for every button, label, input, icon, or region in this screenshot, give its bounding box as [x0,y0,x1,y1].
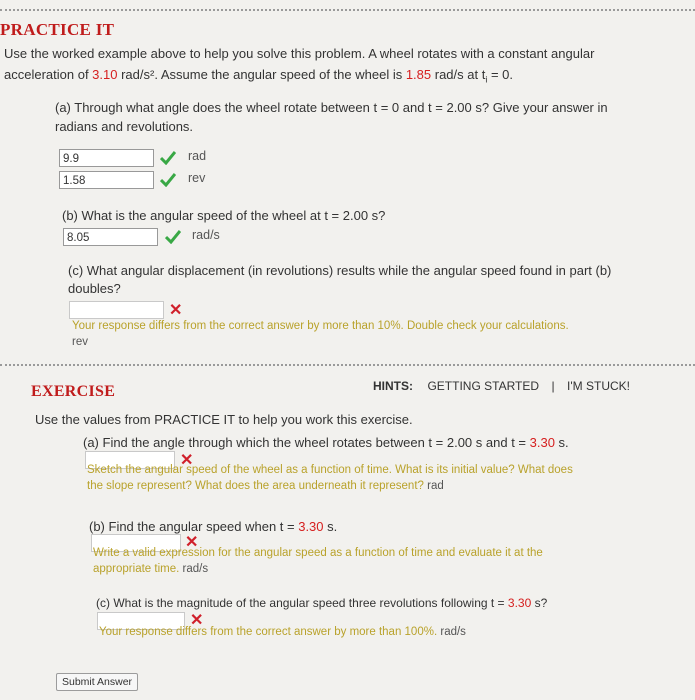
hint-getting-started-link[interactable]: GETTING STARTED [427,379,540,393]
exercise-intro: Use the values from PRACTICE IT to help you work this exercise. [35,412,413,427]
practice-b-unit: rad/s [192,228,220,242]
practice-intro [4,43,694,91]
acceleration-value: 3.10 [92,67,118,82]
hint-divider: | [551,379,555,393]
x-icon: ✕ [169,302,183,319]
practice-a-rad-input[interactable]: 9.9 [59,149,154,167]
exercise-b-question: (b) Find the angular speed when t = 3.30 s. [89,519,338,534]
check-icon [160,151,176,165]
practice-c-feedback: Your response differs from the correct answer by more than 10%. Double check your calculations. [72,320,569,332]
practice-b-question: (b) What is the angular speed of the wheel at t = 2.00 s? [62,208,386,223]
x-icon: ✕ [190,612,204,629]
exercise-title: EXERCISE [31,383,116,400]
exercise-a-time: 3.30 [529,435,555,450]
practice-a-rev-unit: rev [188,171,206,185]
speed-value: 1.85 [405,67,432,82]
practice-title: PRACTICE IT [0,20,115,39]
exercise-b-time: 3.30 [298,519,324,534]
practice-c-unit: rev [72,336,88,348]
exercise-a-unit: rad [427,480,444,492]
exercise-c-time: 3.30 [507,596,532,610]
exercise-c-question: (c) What is the magnitude of the angular speed three revolutions following t = 3.30 s? [96,596,548,610]
practice-intro-line-1: Use the worked example above to help you solve this problem. A wheel rotates with a constant angular [4,46,595,61]
x-icon: ✕ [180,452,194,469]
practice-c-question: (c) What angular displacement (in revolutions) results while the angular speed found in part (b) doubles? [68,263,612,296]
top-separator [0,9,695,11]
practice-a-question: (a) Through what angle does the wheel rotate between t = 0 and t = 2.00 s? Give your answer in radians and revolutions. [55,100,608,134]
exercise-b-unit: rad/s [182,563,209,575]
practice-c-input[interactable] [69,301,164,319]
middle-separator [0,364,695,366]
practice-b-input[interactable]: 8.05 [63,228,158,246]
submit-answer-button[interactable]: Submit Answer [56,673,138,691]
hint-stuck-link[interactable]: I'M STUCK! [567,379,631,393]
check-icon [160,173,176,187]
hints-label: HINTS: [373,379,413,393]
hints-bar [373,377,630,395]
x-icon: ✕ [185,534,199,551]
check-icon [165,230,181,244]
exercise-a-question: (a) Find the angle through which the wheel rotates between t = 2.00 s and t = 3.30 s. [83,435,569,450]
practice-a-rad-unit: rad [188,149,207,163]
exercise-c-unit: rad/s [440,626,466,638]
exercise-b-feedback: Write a valid expression for the angular speed as a function of time and evaluate it at the appropriate time. rad/s [93,547,543,575]
practice-a-rev-input[interactable]: 1.58 [59,171,154,189]
practice-intro-line-2: acceleration of 3.10 rad/s². Assume the angular speed of the wheel is 1.85 rad/s at $t_i = 0$. [4,67,514,85]
exercise-c-feedback: Your response differs from the correct answer by more than 100%. rad/s [99,626,466,638]
exercise-a-feedback: Sketch the angular speed of the wheel as a function of time. What is its initial value? What does the slope represent? What does the area underneath it represent? rad [87,464,573,492]
